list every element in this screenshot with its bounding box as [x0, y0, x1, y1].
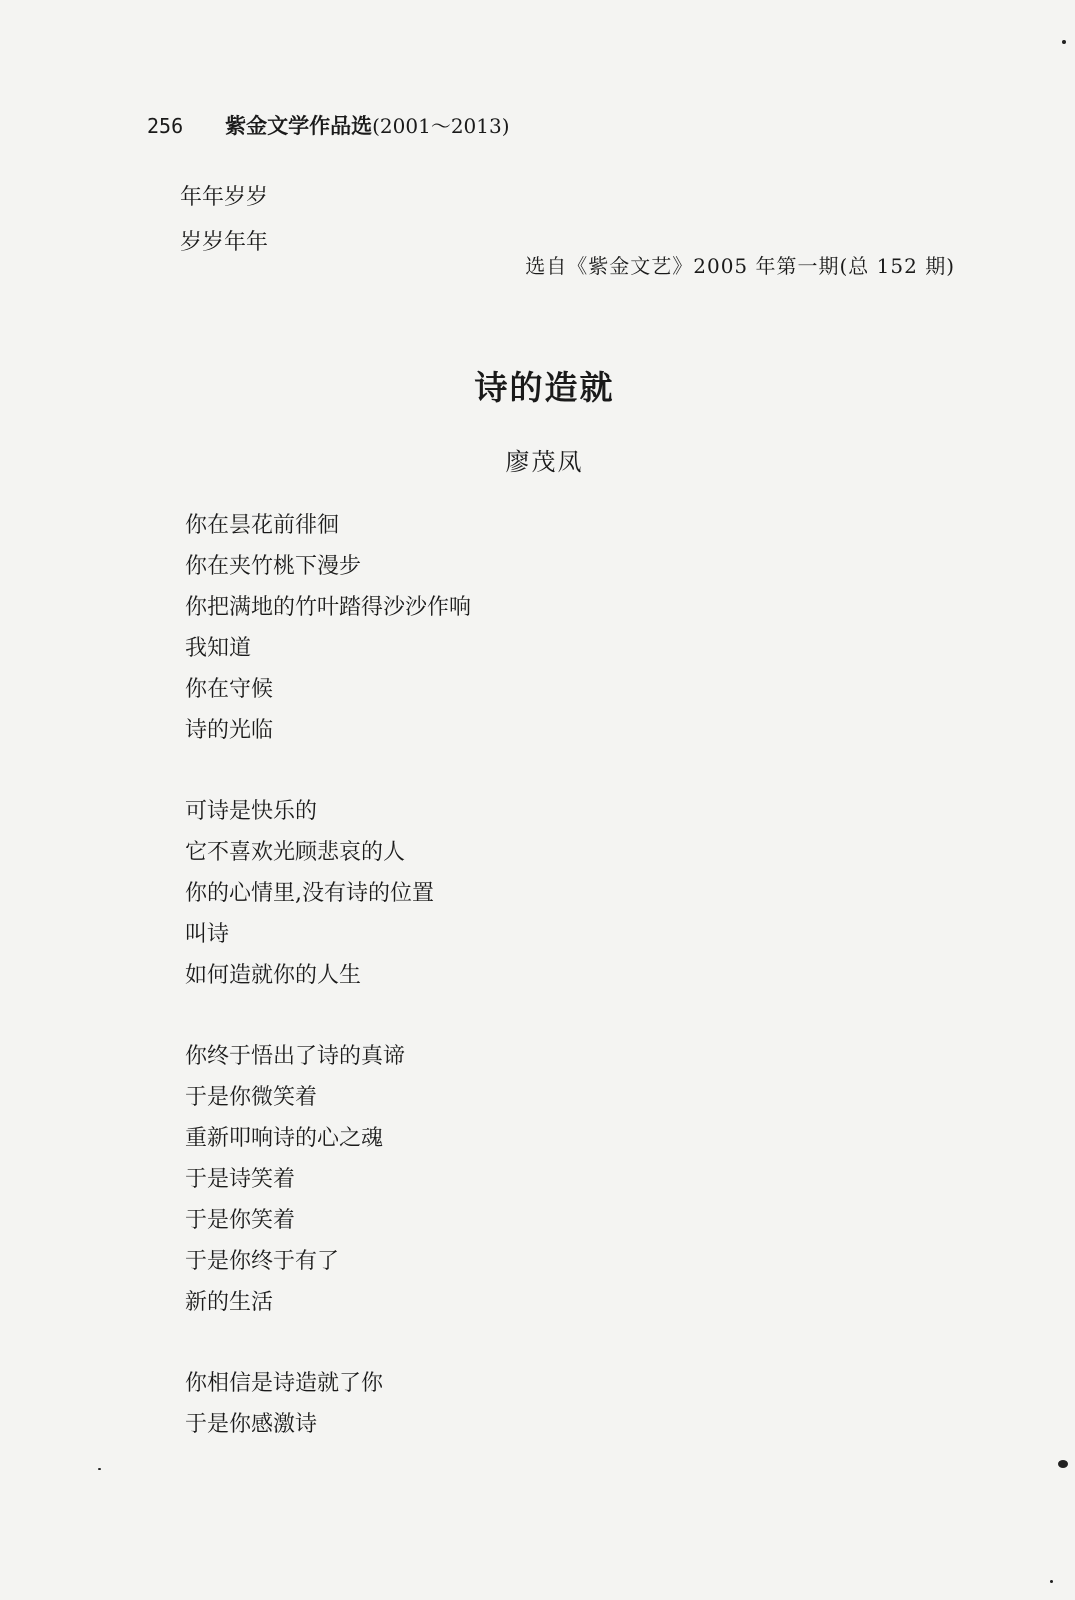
poem-line: 新的生活 [185, 1290, 274, 1315]
poem-line: 于是你微笑着 [185, 1085, 318, 1110]
stanza [185, 1363, 471, 1445]
poem-line: 你在昙花前徘徊 [185, 513, 340, 538]
poem-line: 如何造就你的人生 [185, 963, 362, 988]
scan-speck [1062, 40, 1066, 44]
poem-line: 于是诗笑着 [185, 1167, 296, 1192]
running-header [147, 110, 510, 140]
poem-line: 叫诗 [185, 922, 230, 947]
page-number: 256 [147, 114, 184, 138]
poem-title: 诗的造就 [474, 368, 615, 407]
poem-author: 廖茂凤 [505, 448, 584, 476]
stanza [185, 791, 471, 996]
poem-line: 你的心情里,没有诗的位置 [185, 881, 434, 906]
poem-body [185, 505, 471, 1485]
poem-line: 于是你感激诗 [185, 1412, 318, 1437]
poem-line: 于是你笑着 [185, 1208, 296, 1233]
scan-speck [1058, 1460, 1068, 1468]
poem-line: 你在夹竹桃下漫步 [185, 554, 362, 579]
previous-poem-ending [180, 175, 268, 265]
stanza [185, 1036, 471, 1323]
scan-speck [1050, 1580, 1053, 1583]
poem-line: 你在守候 [185, 677, 274, 702]
poem-line: 你终于悟出了诗的真谛 [185, 1044, 406, 1069]
book-years: (2001～2013) [372, 114, 510, 138]
poem-line: 你把满地的竹叶踏得沙沙作响 [185, 595, 472, 620]
poem-line: 你相信是诗造就了你 [185, 1371, 384, 1396]
poem-line: 它不喜欢光顾悲哀的人 [185, 840, 406, 865]
source-note: 选自《紫金文艺》2005 年第一期(总 152 期) [525, 254, 955, 278]
poem-line: 重新叩响诗的心之魂 [185, 1126, 384, 1151]
stanza [185, 505, 471, 751]
poem-line: 于是你终于有了 [185, 1249, 340, 1274]
scan-speck [98, 1468, 101, 1470]
poem-line: 年年岁岁 [180, 185, 269, 210]
poem-line: 岁岁年年 [180, 230, 269, 255]
book-title: 紫金文学作品选 [225, 114, 373, 138]
poem-line: 我知道 [185, 636, 252, 661]
poem-line: 诗的光临 [185, 718, 274, 743]
poem-line: 可诗是快乐的 [185, 799, 318, 824]
